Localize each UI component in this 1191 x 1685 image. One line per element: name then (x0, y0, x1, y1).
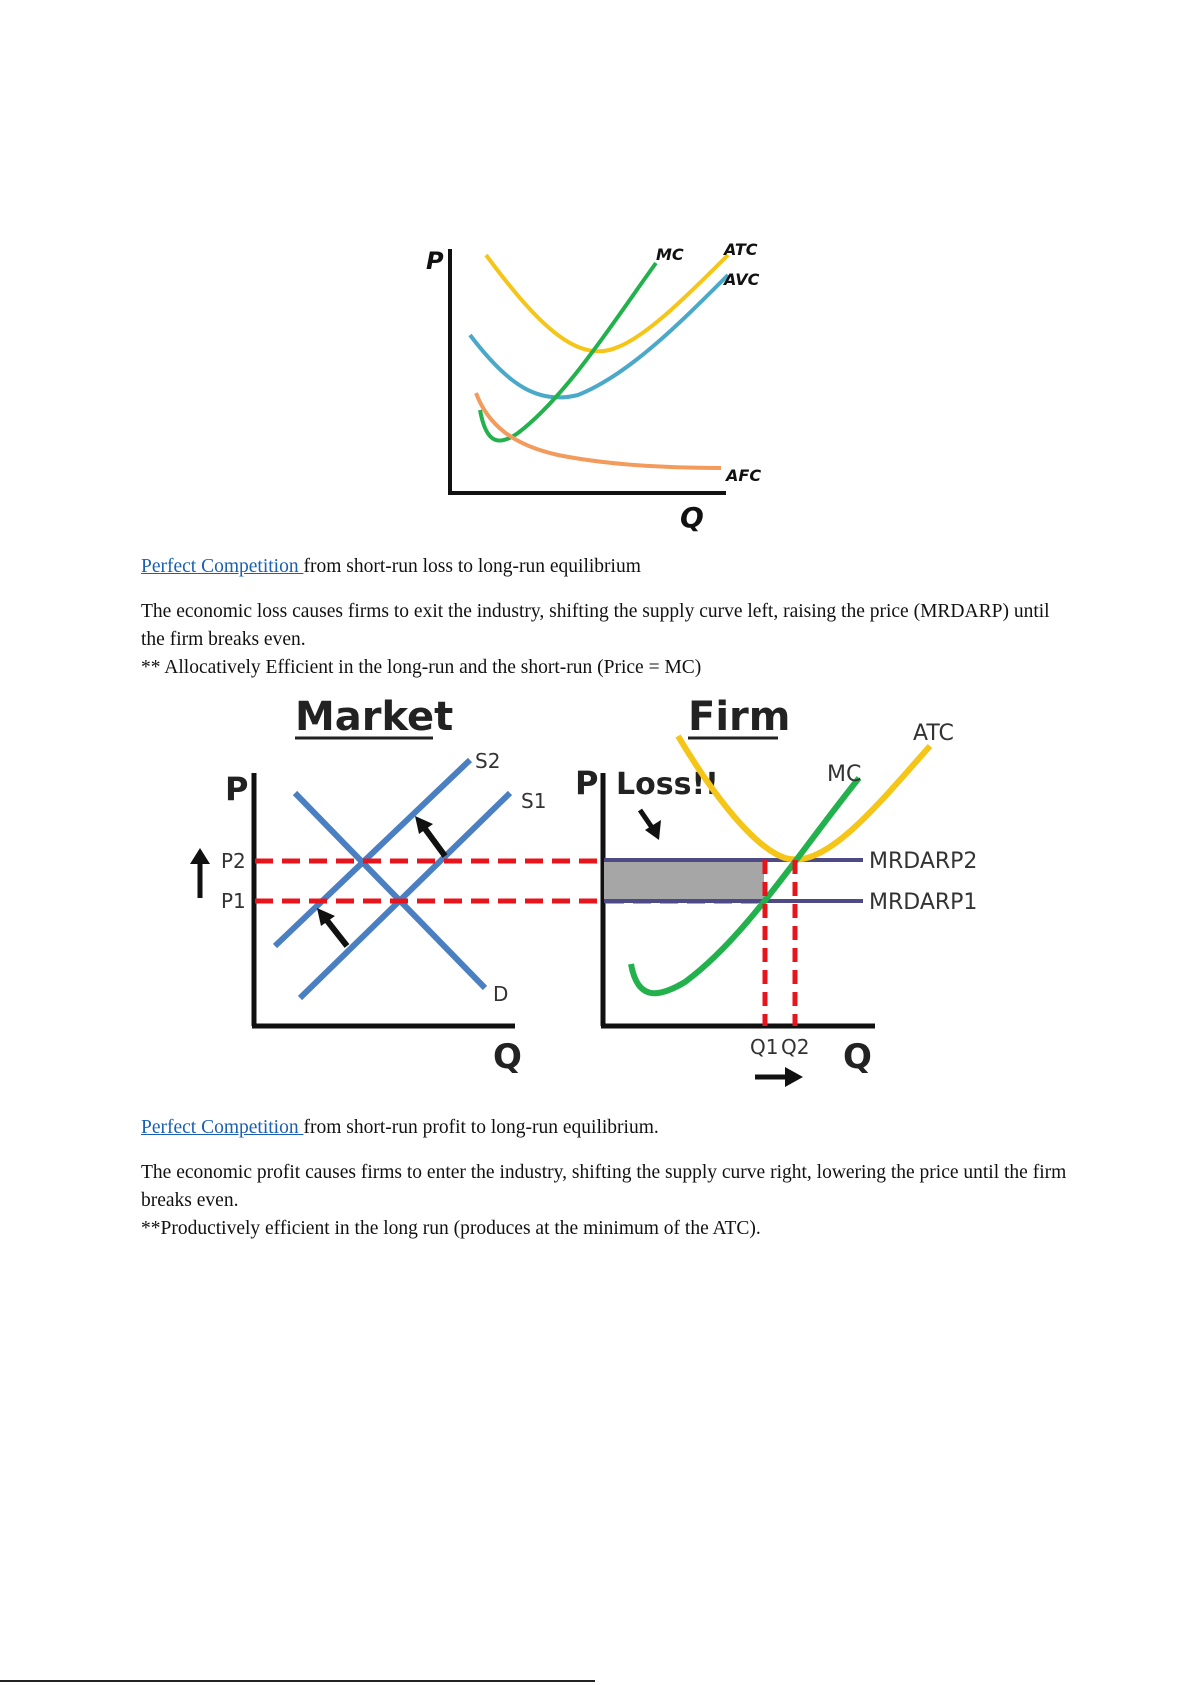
mrdarp1-label: MRDARP1 (869, 890, 978, 915)
avc-label: AVC (724, 270, 760, 289)
caption-profit (141, 1114, 1071, 1142)
firm-atc-label: ATC (913, 721, 954, 746)
p1-label: P1 (221, 889, 246, 913)
atc-label: ATC (724, 240, 758, 259)
mc-curve (480, 263, 656, 441)
loss-arrow-icon (640, 810, 661, 840)
firm-mc-label: MC (827, 762, 862, 787)
firm-title: Firm (688, 694, 791, 740)
demand-curve (295, 793, 485, 988)
d-label: D (493, 982, 509, 1006)
loss-label: Loss!! (616, 767, 719, 802)
atc-curve (486, 255, 728, 351)
mrdarp2-label: MRDARP2 (869, 849, 978, 874)
market-title: Market (295, 694, 454, 740)
paragraph-profit (141, 1159, 1071, 1243)
paragraph-line: The economic loss causes firms to exit the industry, shifting the supply curve left, raising the price (MRDARP) until the firm breaks even. (141, 601, 1050, 650)
firm-atc-curve (678, 736, 930, 860)
market-firm-figure (175, 688, 1035, 1088)
market-x-axis-label: Q (493, 1037, 522, 1077)
supply-shift-arrow-icon (317, 908, 347, 946)
paragraph-line: The economic profit causes firms to enter the industry, shifting the supply curve right, lowering the price until the firm breaks even. (141, 1162, 1067, 1211)
s2-label: S2 (475, 749, 501, 773)
price-up-arrow-icon (190, 848, 210, 898)
paragraph-line: ** Allocatively Efficient in the long-run and the short-run (Price = MC) (141, 657, 702, 678)
caption-loss (141, 553, 1071, 581)
footer-rule (0, 1680, 595, 1682)
afc-curve (476, 393, 721, 468)
p2-label: P2 (221, 849, 246, 873)
supply-shift-arrow-icon (415, 816, 445, 856)
paragraph-loss (141, 598, 1071, 682)
quantity-right-arrow-icon (755, 1067, 803, 1087)
firm-y-axis-label: P (575, 764, 599, 802)
x-axis-label: Q (680, 501, 704, 534)
paragraph-line: **Productively efficient in the long run (produces at the minimum of the ATC). (141, 1218, 761, 1239)
cost-curves-figure (418, 235, 778, 535)
firm-x-axis-label: Q (843, 1037, 872, 1077)
loss-area (604, 858, 764, 901)
q2-label: Q2 (781, 1035, 810, 1059)
caption-text: from short-run loss to long-run equilibrium (303, 556, 641, 577)
q1-label: Q1 (750, 1035, 779, 1059)
y-axis-label: P (426, 247, 444, 275)
afc-label: AFC (726, 466, 762, 485)
perfect-competition-link[interactable]: Perfect Competition (141, 1117, 304, 1138)
mc-label: MC (656, 245, 684, 264)
market-y-axis-label: P (225, 770, 249, 808)
perfect-competition-link[interactable]: Perfect Competition (141, 556, 304, 577)
caption-text: from short-run profit to long-run equilibrium. (303, 1117, 659, 1138)
s1-label: S1 (521, 789, 547, 813)
